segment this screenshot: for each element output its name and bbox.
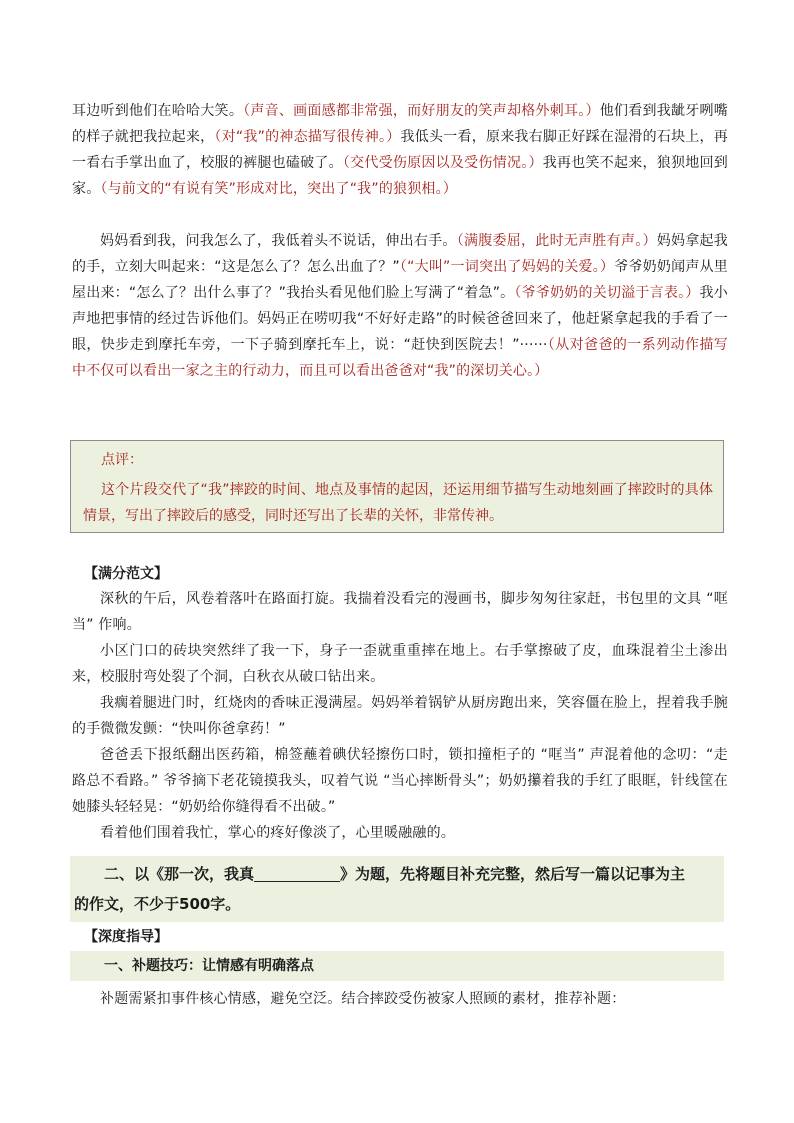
model-essay-heading: 【满分范文】 xyxy=(84,566,168,582)
comment-body: 这个片段交代了“我”摔跤的时间、地点及事情的起因，还运用细节描写生动地刻画了摔跤时的具体情景，写出了摔跤后的感受，同时还写出了长辈的关怀，非常传神。 xyxy=(83,482,713,524)
annotation: （满腹委屈，此时无声胜有声。） xyxy=(456,233,657,249)
annotation: （爷爷奶奶的关切溢于言表。） xyxy=(514,285,700,301)
annotation: （从对爸爸的一系列动作描写中不仅可以看出一家之主的行动力，而且可以看出爸爸对“我”的深切关心。） xyxy=(72,337,728,379)
tip-title-band xyxy=(70,951,724,981)
annotation: （对“我”的神态描写很传神。） xyxy=(214,129,401,145)
annotation: （与前文的“有说有笑”形成对比，突出了“我”的狼狈相。） xyxy=(100,181,458,197)
tip-body: 补题需紧扣事件核心情感，避免空泛。结合摔跤受伤被家人照顾的素材，推荐补题： xyxy=(100,991,626,1007)
comment-box xyxy=(70,440,724,533)
annotation: （声音、画面感都非常强，而好朋友的笑声却格外刺耳。） xyxy=(243,103,600,119)
annotation: （交代受伤原因以及受伤情况。） xyxy=(342,155,543,171)
model-paragraph-2: 小区门口的砖块突然绊了我一下，身子一歪就重重摔在地上。右手掌擦破了皮，血珠混着尘土渗出来，校服肘弯处裂了个洞，白秋衣从破口钻出来。 xyxy=(72,643,728,685)
paragraph-fall-scene: 耳边听到他们在哈哈大笑。（声音、画面感都非常强，而好朋友的笑声却格外刺耳。）他们看到我龇牙咧嘴的样子就把我拉起来，（对“我”的神态描写很传神。）我低头一看，原来我右脚正好踩在湿滑的石块上，再一看右手掌出血了，校服的裤腿也磕破了。（交代受伤原因以及受伤情况。）我再也笑不起来，狼狈地回到家。（与前文的“有说有笑”形成对比，突出了“我”的狼狈相。） xyxy=(72,103,728,197)
paragraph-family-reaction: 妈妈看到我，问我怎么了，我低着头不说话，伸出右手。（满腹委屈，此时无声胜有声。）妈妈拿起我的手，立刻大叫起来：“这是怎么了？怎么出血了？”（“大叫”一词突出了妈妈的关爱。）爷爷奶奶闻声从里屋出来：“怎么了？出什么事了？”我抬头看见他们脸上写满了“着急”。（爷爷奶奶的关切溢于言表。）我小声地把事情的经过告诉他们。妈妈正在唠叨我“不好好走路”的时候爸爸回来了，他赶紧拿起我的手看了一眼，快步走到摩托车旁，一下子骑到摩托车上，说：“赶快到医院去！”······（从对爸爸的一系列动作描写中不仅可以看出一家之主的行动力，而且可以看出爸爸对“我”的深切关心。） xyxy=(72,233,729,379)
model-paragraph-3: 我瘸着腿进门时，红烧肉的香味正漫满屋。妈妈举着锅铲从厨房跑出来，笑容僵在脸上，捏着我手腕的手微微发颤：“快叫你爸拿药！” xyxy=(72,695,728,737)
tip-title: 一、补题技巧：让情感有明确落点 xyxy=(104,958,314,974)
model-paragraph-5: 看着他们围着我忙，掌心的疼好像淡了，心里暖融融的。 xyxy=(100,825,455,841)
comment-title: 点评： xyxy=(101,452,143,468)
annotation: （“大叫”一词突出了妈妈的关爱。） xyxy=(399,259,615,275)
section-two-prompt: 二、以《那一次，我真 》为题，先将题目补充完整，然后写一篇以记事为主 的作文，不少于500字。 xyxy=(70,856,724,922)
deep-guide-heading: 【深度指导】 xyxy=(84,929,168,945)
model-paragraph-4: 爸爸丢下报纸翻出医药箱，棉签蘸着碘伏轻擦伤口时，锁扣撞柜子的 “哐当” 声混着他的念叨：“走路总不看路。” 爷爷摘下老花镜摸我头，叹着气说 “当心摔断骨头”；奶奶攥着我的手红了眼眶，针线筐在她膝头轻轻晃：“奶奶给你缝得看不出破。” xyxy=(72,747,728,815)
model-paragraph-1: 深秋的午后，风卷着落叶在路面打旋。我揣着没看完的漫画书，脚步匆匆往家赶，书包里的文具 “哐当” 作响。 xyxy=(72,591,728,633)
title-blank xyxy=(254,863,340,882)
